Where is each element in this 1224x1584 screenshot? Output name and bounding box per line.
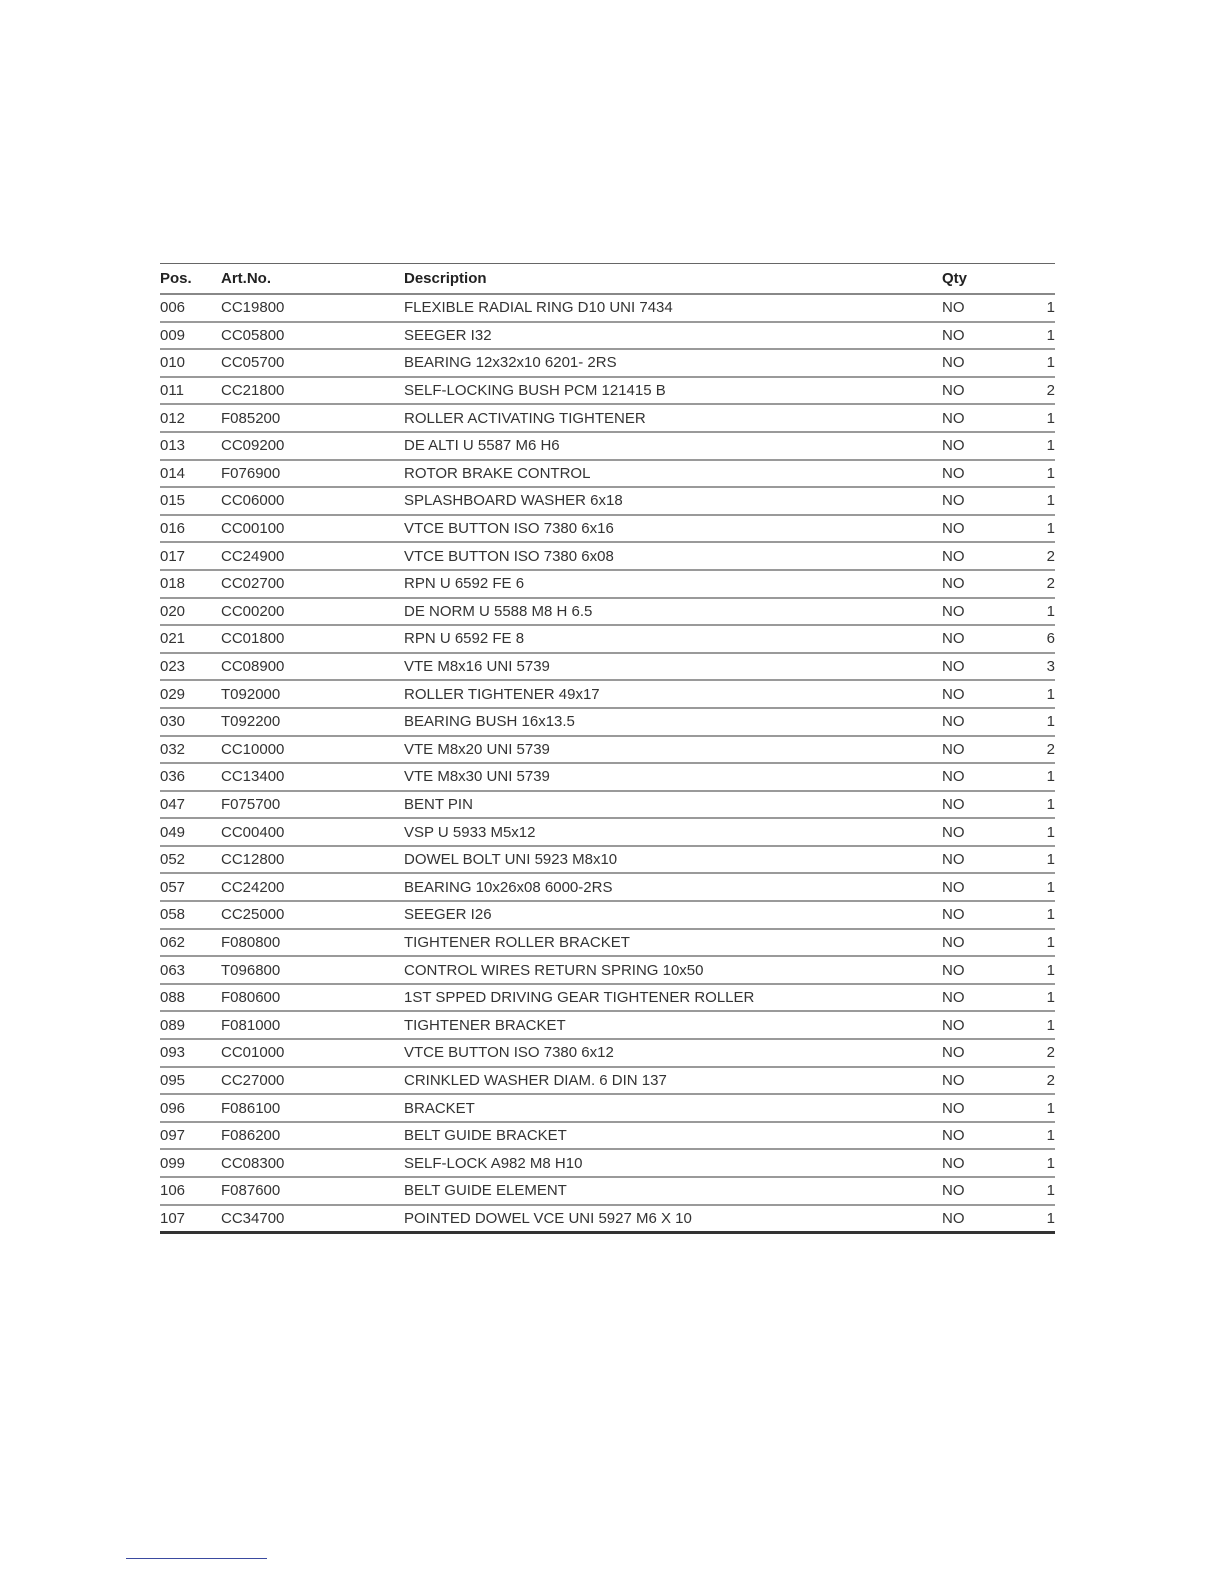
cell-description: SEEGER I32 <box>404 322 942 350</box>
cell-qty: 2 <box>1014 377 1055 405</box>
cell-qty: 2 <box>1014 542 1055 570</box>
header-art-no: Art.No. <box>221 264 404 295</box>
cell-art-no: CC06000 <box>221 487 404 515</box>
cell-description: VTCE BUTTON ISO 7380 6x08 <box>404 542 942 570</box>
cell-unit: NO <box>942 349 1014 377</box>
table-row <box>160 404 1055 432</box>
table-row <box>160 1039 1055 1067</box>
table-row <box>160 515 1055 543</box>
header-qty: Qty <box>942 264 1014 295</box>
table-row <box>160 846 1055 874</box>
cell-qty: 1 <box>1014 818 1055 846</box>
table-row <box>160 653 1055 681</box>
cell-description: BELT GUIDE ELEMENT <box>404 1177 942 1205</box>
cell-pos: 095 <box>160 1067 221 1095</box>
cell-art-no: CC09200 <box>221 432 404 460</box>
table-row <box>160 1205 1055 1233</box>
cell-description: VTE M8x30 UNI 5739 <box>404 763 942 791</box>
cell-art-no: CC13400 <box>221 763 404 791</box>
cell-pos: 047 <box>160 791 221 819</box>
cell-description: BELT GUIDE BRACKET <box>404 1122 942 1150</box>
table-row <box>160 349 1055 377</box>
cell-description: SEEGER I26 <box>404 901 942 929</box>
cell-art-no: F075700 <box>221 791 404 819</box>
cell-pos: 036 <box>160 763 221 791</box>
cell-description: DE ALTI U 5587 M6 H6 <box>404 432 942 460</box>
cell-qty: 2 <box>1014 570 1055 598</box>
cell-description: BEARING 10x26x08 6000-2RS <box>404 873 942 901</box>
cell-art-no: CC01000 <box>221 1039 404 1067</box>
table-row <box>160 322 1055 350</box>
cell-unit: NO <box>942 984 1014 1012</box>
cell-description: VTCE BUTTON ISO 7380 6x12 <box>404 1039 942 1067</box>
cell-qty: 1 <box>1014 515 1055 543</box>
cell-art-no: CC08900 <box>221 653 404 681</box>
cell-description: SPLASHBOARD WASHER 6x18 <box>404 487 942 515</box>
table-row <box>160 929 1055 957</box>
cell-description: SELF-LOCKING BUSH PCM 121415 B <box>404 377 942 405</box>
cell-description: VTE M8x20 UNI 5739 <box>404 736 942 764</box>
cell-art-no: F080600 <box>221 984 404 1012</box>
cell-pos: 057 <box>160 873 221 901</box>
cell-unit: NO <box>942 460 1014 488</box>
cell-unit: NO <box>942 846 1014 874</box>
cell-pos: 016 <box>160 515 221 543</box>
cell-unit: NO <box>942 1205 1014 1233</box>
cell-pos: 058 <box>160 901 221 929</box>
cell-pos: 107 <box>160 1205 221 1233</box>
cell-art-no: CC08300 <box>221 1149 404 1177</box>
cell-unit: NO <box>942 1039 1014 1067</box>
cell-pos: 013 <box>160 432 221 460</box>
cell-unit: NO <box>942 929 1014 957</box>
cell-pos: 006 <box>160 294 221 322</box>
table-row <box>160 680 1055 708</box>
cell-pos: 023 <box>160 653 221 681</box>
cell-description: CRINKLED WASHER DIAM. 6 DIN 137 <box>404 1067 942 1095</box>
cell-unit: NO <box>942 625 1014 653</box>
table-row <box>160 598 1055 626</box>
cell-qty: 1 <box>1014 984 1055 1012</box>
cell-art-no: F087600 <box>221 1177 404 1205</box>
cell-qty: 1 <box>1014 901 1055 929</box>
cell-description: FLEXIBLE RADIAL RING D10 UNI 7434 <box>404 294 942 322</box>
cell-pos: 063 <box>160 956 221 984</box>
cell-pos: 093 <box>160 1039 221 1067</box>
cell-pos: 014 <box>160 460 221 488</box>
table-header <box>160 264 1055 295</box>
cell-description: 1ST SPPED DRIVING GEAR TIGHTENER ROLLER <box>404 984 942 1012</box>
table-row <box>160 736 1055 764</box>
cell-description: ROLLER ACTIVATING TIGHTENER <box>404 404 942 432</box>
cell-qty: 1 <box>1014 598 1055 626</box>
cell-unit: NO <box>942 294 1014 322</box>
cell-qty: 1 <box>1014 708 1055 736</box>
cell-pos: 010 <box>160 349 221 377</box>
cell-art-no: CC01800 <box>221 625 404 653</box>
cell-unit: NO <box>942 1067 1014 1095</box>
cell-unit: NO <box>942 1177 1014 1205</box>
table-row <box>160 956 1055 984</box>
cell-art-no: F081000 <box>221 1011 404 1039</box>
cell-description: TIGHTENER ROLLER BRACKET <box>404 929 942 957</box>
cell-art-no: CC05700 <box>221 349 404 377</box>
cell-art-no: CC25000 <box>221 901 404 929</box>
cell-pos: 032 <box>160 736 221 764</box>
cell-qty: 1 <box>1014 404 1055 432</box>
cell-art-no: CC21800 <box>221 377 404 405</box>
table-row <box>160 542 1055 570</box>
table-row <box>160 432 1055 460</box>
cell-unit: NO <box>942 570 1014 598</box>
cell-unit: NO <box>942 322 1014 350</box>
cell-description: BEARING 12x32x10 6201- 2RS <box>404 349 942 377</box>
cell-pos: 017 <box>160 542 221 570</box>
cell-qty: 3 <box>1014 653 1055 681</box>
cell-qty: 1 <box>1014 1177 1055 1205</box>
cell-unit: NO <box>942 736 1014 764</box>
cell-art-no: F086200 <box>221 1122 404 1150</box>
cell-unit: NO <box>942 653 1014 681</box>
cell-art-no: CC10000 <box>221 736 404 764</box>
cell-unit: NO <box>942 708 1014 736</box>
cell-qty: 1 <box>1014 680 1055 708</box>
cell-unit: NO <box>942 487 1014 515</box>
table-row <box>160 294 1055 322</box>
table-row <box>160 818 1055 846</box>
cell-description: ROTOR BRAKE CONTROL <box>404 460 942 488</box>
cell-qty: 2 <box>1014 1067 1055 1095</box>
cell-description: BENT PIN <box>404 791 942 819</box>
cell-qty: 1 <box>1014 1011 1055 1039</box>
cell-pos: 009 <box>160 322 221 350</box>
cell-unit: NO <box>942 1094 1014 1122</box>
cell-description: VTCE BUTTON ISO 7380 6x16 <box>404 515 942 543</box>
table-row <box>160 1067 1055 1095</box>
cell-pos: 012 <box>160 404 221 432</box>
cell-description: BEARING BUSH 16x13.5 <box>404 708 942 736</box>
cell-unit: NO <box>942 542 1014 570</box>
cell-pos: 049 <box>160 818 221 846</box>
cell-qty: 1 <box>1014 460 1055 488</box>
cell-pos: 089 <box>160 1011 221 1039</box>
cell-qty: 1 <box>1014 873 1055 901</box>
parts-list-table <box>160 263 1055 1234</box>
cell-pos: 015 <box>160 487 221 515</box>
cell-art-no: CC05800 <box>221 322 404 350</box>
table-row <box>160 1149 1055 1177</box>
cell-unit: NO <box>942 956 1014 984</box>
cell-pos: 052 <box>160 846 221 874</box>
table-row <box>160 708 1055 736</box>
cell-description: BRACKET <box>404 1094 942 1122</box>
table-row <box>160 984 1055 1012</box>
table-body <box>160 294 1055 1233</box>
cell-description: VTE M8x16 UNI 5739 <box>404 653 942 681</box>
table-row <box>160 791 1055 819</box>
cell-description: RPN U 6592 FE 6 <box>404 570 942 598</box>
cell-pos: 088 <box>160 984 221 1012</box>
table-row <box>160 1122 1055 1150</box>
cell-qty: 1 <box>1014 1149 1055 1177</box>
cell-unit: NO <box>942 901 1014 929</box>
cell-description: POINTED DOWEL VCE UNI 5927 M6 X 10 <box>404 1205 942 1233</box>
cell-unit: NO <box>942 818 1014 846</box>
cell-qty: 2 <box>1014 736 1055 764</box>
cell-art-no: CC02700 <box>221 570 404 598</box>
cell-unit: NO <box>942 515 1014 543</box>
cell-qty: 6 <box>1014 625 1055 653</box>
cell-art-no: CC24200 <box>221 873 404 901</box>
cell-qty: 1 <box>1014 487 1055 515</box>
cell-qty: 1 <box>1014 791 1055 819</box>
header-empty <box>1014 264 1055 295</box>
cell-art-no: CC24900 <box>221 542 404 570</box>
table-row <box>160 1177 1055 1205</box>
cell-qty: 2 <box>1014 1039 1055 1067</box>
table-row <box>160 1011 1055 1039</box>
cell-art-no: F086100 <box>221 1094 404 1122</box>
cell-unit: NO <box>942 791 1014 819</box>
cell-description: DE NORM U 5588 M8 H 6.5 <box>404 598 942 626</box>
cell-art-no: T092200 <box>221 708 404 736</box>
cell-description: DOWEL BOLT UNI 5923 M8x10 <box>404 846 942 874</box>
cell-unit: NO <box>942 1011 1014 1039</box>
table-row <box>160 1094 1055 1122</box>
cell-pos: 021 <box>160 625 221 653</box>
cell-art-no: CC27000 <box>221 1067 404 1095</box>
cell-qty: 1 <box>1014 763 1055 791</box>
cell-unit: NO <box>942 1122 1014 1150</box>
header-pos: Pos. <box>160 264 221 295</box>
cell-description: VSP U 5933 M5x12 <box>404 818 942 846</box>
cell-pos: 097 <box>160 1122 221 1150</box>
cell-art-no: F080800 <box>221 929 404 957</box>
cell-unit: NO <box>942 873 1014 901</box>
cell-qty: 1 <box>1014 1094 1055 1122</box>
cell-unit: NO <box>942 598 1014 626</box>
cell-pos: 099 <box>160 1149 221 1177</box>
cell-art-no: CC00200 <box>221 598 404 626</box>
cell-pos: 096 <box>160 1094 221 1122</box>
cell-pos: 029 <box>160 680 221 708</box>
cell-art-no: CC12800 <box>221 846 404 874</box>
cell-pos: 030 <box>160 708 221 736</box>
cell-art-no: CC00100 <box>221 515 404 543</box>
cell-art-no: T092000 <box>221 680 404 708</box>
cell-qty: 1 <box>1014 1205 1055 1233</box>
cell-qty: 1 <box>1014 1122 1055 1150</box>
table-row <box>160 377 1055 405</box>
cell-unit: NO <box>942 432 1014 460</box>
cell-pos: 018 <box>160 570 221 598</box>
cell-qty: 1 <box>1014 294 1055 322</box>
cell-qty: 1 <box>1014 846 1055 874</box>
cell-qty: 1 <box>1014 929 1055 957</box>
cell-art-no: CC00400 <box>221 818 404 846</box>
table-row <box>160 570 1055 598</box>
cell-unit: NO <box>942 763 1014 791</box>
cell-qty: 1 <box>1014 349 1055 377</box>
cell-unit: NO <box>942 377 1014 405</box>
cell-qty: 1 <box>1014 956 1055 984</box>
header-description: Description <box>404 264 942 295</box>
cell-unit: NO <box>942 1149 1014 1177</box>
table-row <box>160 487 1055 515</box>
cell-description: ROLLER TIGHTENER 49x17 <box>404 680 942 708</box>
cell-description: CONTROL WIRES RETURN SPRING 10x50 <box>404 956 942 984</box>
table-row <box>160 873 1055 901</box>
cell-pos: 062 <box>160 929 221 957</box>
cell-qty: 1 <box>1014 322 1055 350</box>
cell-art-no: CC19800 <box>221 294 404 322</box>
footnote-separator <box>126 1558 267 1559</box>
cell-description: RPN U 6592 FE 8 <box>404 625 942 653</box>
cell-qty: 1 <box>1014 432 1055 460</box>
table-row <box>160 625 1055 653</box>
table-row <box>160 763 1055 791</box>
cell-description: TIGHTENER BRACKET <box>404 1011 942 1039</box>
cell-art-no: F076900 <box>221 460 404 488</box>
table-row <box>160 460 1055 488</box>
cell-pos: 020 <box>160 598 221 626</box>
cell-art-no: F085200 <box>221 404 404 432</box>
cell-unit: NO <box>942 680 1014 708</box>
cell-pos: 011 <box>160 377 221 405</box>
header-row <box>160 264 1055 295</box>
cell-description: SELF-LOCK A982 M8 H10 <box>404 1149 942 1177</box>
cell-art-no: CC34700 <box>221 1205 404 1233</box>
table-row <box>160 901 1055 929</box>
cell-pos: 106 <box>160 1177 221 1205</box>
cell-art-no: T096800 <box>221 956 404 984</box>
cell-unit: NO <box>942 404 1014 432</box>
